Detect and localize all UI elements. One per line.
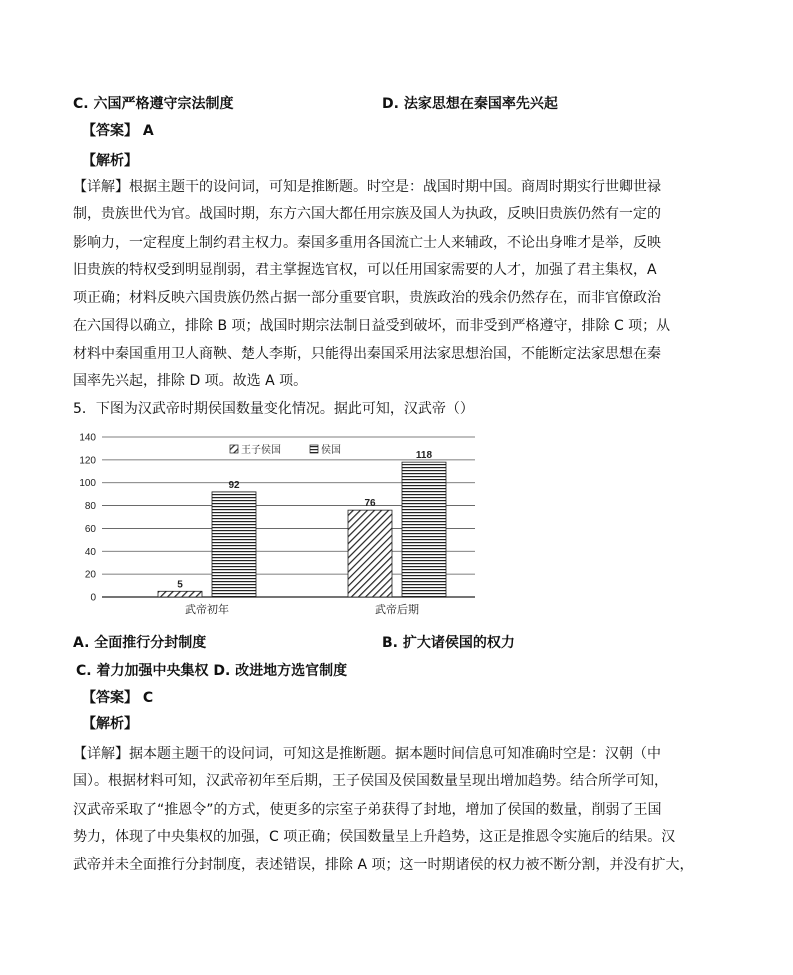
y-tick-label: 40 [84,546,96,558]
y-tick-label: 100 [79,478,96,490]
bar-marquisate [402,462,446,597]
category-label: 武帝初年 [185,603,229,616]
detail-line: 旧贵族的特权受到明显削弱，君主掌握选官权，可以任用国家需要的人才，加强了君主集权，A [73,262,657,278]
analysis-label: 【解析】 [82,153,138,169]
option-d: D. 法家思想在秦国率先兴起 [382,96,558,112]
y-tick-label: 0 [90,592,96,604]
bar-prince-marquisate [158,591,202,597]
legend-swatch [310,445,318,453]
y-axis [79,433,96,604]
legend-swatch [230,445,238,453]
y-tick-label: 20 [84,569,96,581]
detail-line: 【详解】根据主题干的设问词，可知是推断题。时空是：战国时期中国。商周时期实行世卿世禄 [73,179,661,195]
y-tick-label: 120 [79,455,96,467]
answer-line [82,121,154,141]
detail-line: 影响力，一定程度上制约君主权力。秦国多重用各国流亡士人来辅政，不论出身唯才是举，反映 [73,235,661,251]
y-tick-label: 140 [79,432,96,444]
y-tick-label: 80 [84,501,96,513]
answer-label: 【答案】 [82,690,138,706]
detail-line: 武帝并未全面推行分封制度，表述错误，排除 A 项；这一时期诸侯的权力被不断分割，并没有扩大， [73,857,694,873]
option-b: B. 扩大诸侯国的权力 [382,635,515,651]
detail-line: 材料中秦国重用卫人商鞅、楚人李斯，只能得出秦国采用法家思想治国，不能断定法家思想在秦 [73,346,661,362]
analysis-label: 【解析】 [82,716,138,732]
legend-label: 侯国 [321,445,341,456]
detail-line: 制，贵族世代为官。战国时期，东方六国大都任用宗族及国人为执政，反映旧贵族仍然有一定的 [73,206,661,222]
data-label: 5 [177,579,183,591]
y-tick-label: 60 [84,523,96,535]
answer-line [82,688,153,708]
question-5-stem: 5．下图为汉武帝时期侯国数量变化情况。据此可知，汉武帝（） [73,401,474,417]
data-label: 76 [364,498,376,510]
detail-line: 【详解】据本题主题干的设问词，可知这是推断题。据本题时间信息可知准确时空是：汉朝（中 [73,746,661,762]
bar-prince-marquisate [348,510,392,597]
chart [70,425,510,625]
x-axis [185,602,419,616]
detail-line: 项正确；材料反映六国贵族仍然占据一部分重要官职，贵族政治的残余仍然存在，而非官僚政治 [73,290,661,306]
detail-line: 国）。根据材料可知，汉武帝初年至后期，王子侯国及侯国数量呈现出增加趋势。结合所学可知， [73,773,668,789]
detail-line: 在六国得以确立，排除 B 项；战国时期宗法制日益受到破坏，而非受到严格遵守，排除 C 项；从 [73,318,671,334]
answer-value: A [142,123,154,139]
detail-line: 汉武帝采取了“推恩令”的方式，使更多的宗室子弟获得了封地，增加了侯国的数量，削弱了王国 [73,802,662,818]
detail-line: 势力，体现了中央集权的加强，C 项正确；侯国数量呈上升趋势，这正是推恩令实施后的结果。汉 [73,829,676,845]
answer-value: C [142,690,154,706]
data-label: 92 [228,479,240,491]
option-a: A. 全面推行分封制度 [73,635,207,651]
data-label: 118 [415,450,433,462]
category-label: 武帝后期 [375,603,419,616]
legend-label: 王子侯国 [241,445,281,456]
legend [230,444,341,456]
option-c: C. 六国严格遵守宗法制度 [73,96,234,112]
bar-marquisate [212,492,256,597]
answer-label: 【答案】 [82,123,138,139]
detail-line: 国率先兴起，排除 D 项。故选 A 项。 [73,373,308,389]
option-c-d: C. 着力加强中央集权 D. 改进地方选官制度 [76,663,348,679]
